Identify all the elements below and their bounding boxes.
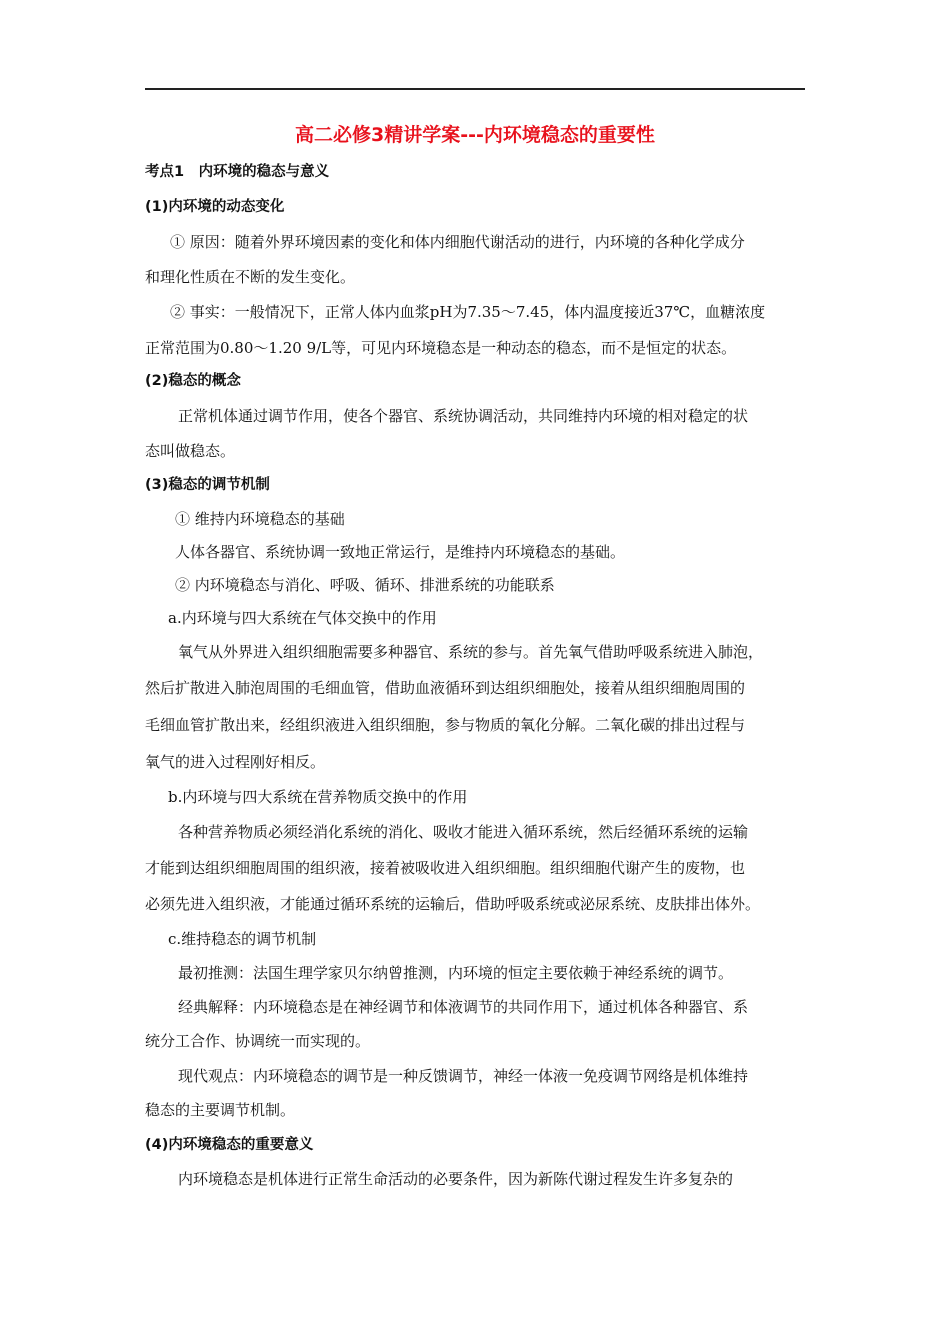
paragraph-line: 稳态的主要调节机制。 [145, 1101, 296, 1119]
paragraph-line: 才能到达组织细胞周围的组织液，接着被吸收进入组织细胞。组织细胞代谢产生的废物，也 [145, 859, 746, 877]
paragraph-line: ② 内环境稳态与消化、呼吸、循环、排泄系统的功能联系 [175, 576, 555, 594]
subheading-2: (2)稳态的概念 [145, 373, 241, 389]
paragraph-line: 然后扩散进入肺泡周围的毛细血管，借助血液循环到达组织细胞处，接着从组织细胞周围的 [145, 679, 746, 697]
paragraph-line: 毛细血管扩散出来，经组织液进入组织细胞，参与物质的氧化分解。二氧化碳的排出过程与 [145, 716, 746, 734]
paragraph-line: 统分工合作、协调统一而实现的。 [145, 1032, 371, 1050]
paragraph-line: b.内环境与四大系统在营养物质交换中的作用 [168, 788, 468, 806]
paragraph-line: 最初推测：法国生理学家贝尔纳曾推测，内环境的恒定主要依赖于神经系统的调节。 [178, 964, 734, 982]
subheading-4: (4)内环境稳态的重要意义 [145, 1137, 314, 1153]
paragraph-line: 和理化性质在不断的发生变化。 [145, 268, 356, 286]
paragraph-line: 正常范围为0.80～1.20 9/L等，可见内环境稳态是一种动态的稳态，而不是恒定的状态。 [145, 339, 737, 357]
paragraph-line: 氧气的进入过程刚好相反。 [145, 753, 326, 771]
section-heading-kaodian: 考点1 内环境的稳态与意义 [145, 164, 330, 180]
paragraph-line: 氧气从外界进入组织细胞需要多种器官、系统的参与。首先氧气借助呼吸系统进入肺泡， [178, 643, 764, 661]
document-title: 高二必修3精讲学案---内环境稳态的重要性 [295, 124, 655, 146]
paragraph-line: 现代观点：内环境稳态的调节是一种反馈调节，神经一体液一免疫调节网络是机体维持 [178, 1067, 749, 1085]
paragraph-line: c.维持稳态的调节机制 [168, 930, 317, 948]
paragraph-line: 正常机体通过调节作用，使各个器官、系统协调活动，共同维持内环境的相对稳定的状 [178, 407, 749, 425]
header-rule [145, 88, 805, 90]
paragraph-line: 内环境稳态是机体进行正常生命活动的必要条件，因为新陈代谢过程发生许多复杂的 [178, 1170, 734, 1188]
paragraph-line: ① 维持内环境稳态的基础 [175, 510, 345, 528]
paragraph-line: 经典解释：内环境稳态是在神经调节和体液调节的共同作用下，通过机体各种器官、系 [178, 998, 749, 1016]
paragraph-line: a.内环境与四大系统在气体交换中的作用 [168, 609, 437, 627]
paragraph-line: ② 事实：一般情况下，正常人体内血浆pH为7.35～7.45，体内温度接近37℃，血糖浓度 [170, 303, 766, 321]
paragraph-line: 各种营养物质必须经消化系统的消化、吸收才能进入循环系统，然后经循环系统的运输 [178, 823, 749, 841]
paragraph-line: 人体各器官、系统协调一致地正常运行，是维持内环境稳态的基础。 [175, 543, 626, 561]
subheading-3: (3)稳态的调节机制 [145, 477, 270, 493]
subheading-1: (1)内环境的动态变化 [145, 199, 285, 215]
paragraph-line: 必须先进入组织液，才能通过循环系统的运输后，借助呼吸系统或泌尿系统、皮肤排出体外。 [145, 895, 761, 913]
paragraph-line: 态叫做稳态。 [145, 442, 236, 460]
paragraph-line: ① 原因：随着外界环境因素的变化和体内细胞代谢活动的进行，内环境的各种化学成分 [170, 233, 745, 251]
